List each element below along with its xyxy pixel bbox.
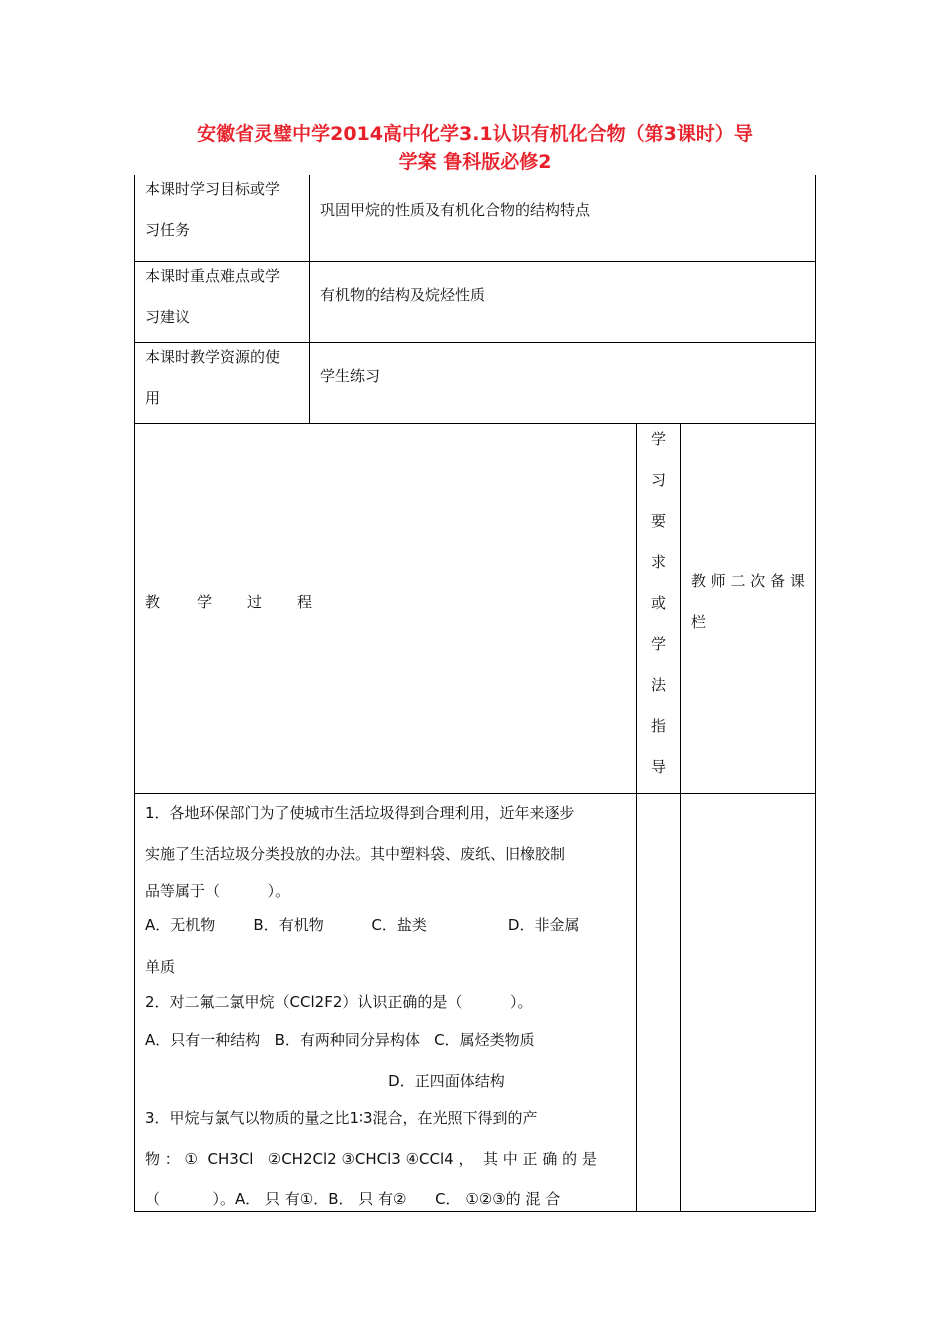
notes-header-cell [680,423,816,794]
info-value: 学生练习 [320,367,381,385]
process-char: 程 [297,593,313,611]
info-row-value-2 [309,261,816,343]
exercise-body-cell [134,793,637,1212]
info-row-label-2 [134,261,310,343]
info-value: 有机物的结构及烷烃性质 [320,286,486,304]
process-char: 教 [145,593,161,611]
notes-line-2: 栏 [691,613,707,631]
guide-char: 学 [650,635,666,653]
notes-body-cell [680,793,816,1212]
process-header-cell [134,423,637,794]
info-row-value-1 [309,175,816,262]
info-row-label-3 [134,342,310,424]
guide-char: 法 [650,676,666,694]
exercise-line: 品等属于（ ）。 [145,882,291,900]
page-title [130,120,820,176]
info-label-line-2: 用 [145,389,161,407]
exercise-line: 物 ： ① CH3Cl ②CH2Cl2 ③CHCl3 ④CCl4 ， 其 中 正 确 的 是 [145,1150,597,1168]
exercise-line: 3．甲烷与氯气以物质的量之比1∶3混合，在光照下得到的产 [145,1109,538,1127]
guide-body-cell [636,793,681,1212]
guide-header-cell [636,423,681,794]
guide-char: 指 [650,717,666,735]
exercise-line: D．正四面体结构 [145,1072,505,1090]
exercise-line: A．无机物 B．有机物 C．盐类 D．非金属 [145,916,580,934]
info-row-value-3 [309,342,816,424]
title-line-2: 学案 鲁科版必修2 [398,151,552,173]
exercise-line: 实施了生活垃圾分类投放的办法。其中塑料袋、废纸、旧橡胶制 [145,845,566,863]
notes-line-1: 教 师 二 次 备 课 [691,572,805,590]
guide-char: 学 [650,430,666,448]
info-row-label-1 [134,175,310,262]
info-label-line-1: 本课时学习目标或学 [145,180,281,198]
guide-char: 习 [650,471,666,489]
process-char: 学 [197,593,213,611]
guide-char: 要 [650,512,666,530]
info-label-line-1: 本课时重点难点或学 [145,267,281,285]
info-label-line-2: 习任务 [145,221,191,239]
info-value: 巩固甲烷的性质及有机化合物的结构特点 [320,201,591,219]
process-char: 过 [247,593,263,611]
info-label-line-1: 本课时教学资源的使 [145,348,281,366]
title-line-1: 安徽省灵璧中学2014高中化学3.1认识有机化合物（第3课时）导 [197,123,753,145]
guide-char: 求 [650,553,666,571]
guide-char: 导 [650,758,666,776]
exercise-line: （ ）。A． 只 有①．B． 只 有② C． ①②③的 混 合 [145,1190,561,1208]
guide-char: 或 [650,594,666,612]
exercise-line: A．只有一种结构 B．有两种同分异构体 C．属烃类物质 [145,1031,535,1049]
exercise-line: 2．对二氟二氯甲烷（CCl2F2）认识正确的是（ ）。 [145,993,533,1011]
exercise-line: 单质 [145,958,176,976]
exercise-line: 1．各地环保部门为了使城市生活垃圾得到合理利用，近年来逐步 [145,804,575,822]
info-label-line-2: 习建议 [145,308,191,326]
